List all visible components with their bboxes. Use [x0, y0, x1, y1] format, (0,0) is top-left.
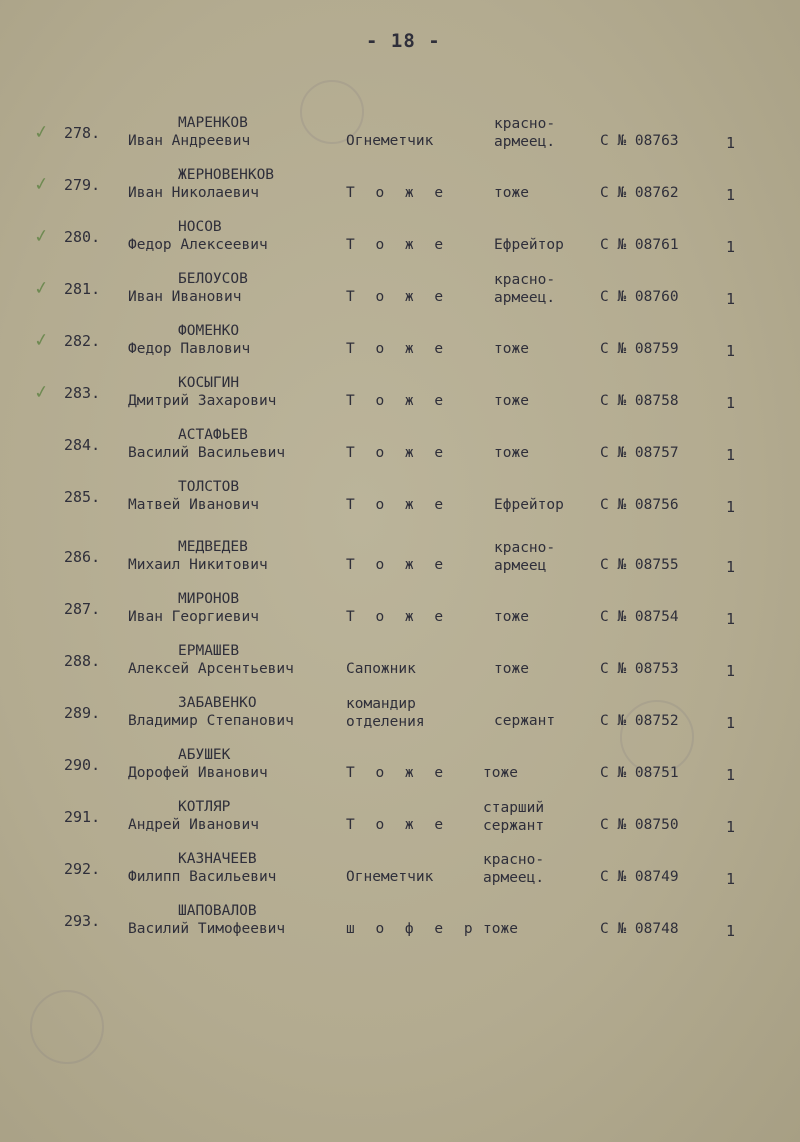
record-surname: ЖЕРНОВЕНКОВ — [178, 167, 275, 183]
record-order-number: С № 08757 — [600, 445, 679, 461]
record-given-name: Иван Андреевич — [128, 133, 251, 149]
record-number: 285. — [64, 488, 101, 506]
record-surname: КАЗНАЧЕЕВ — [178, 851, 257, 867]
record-surname: КОТЛЯР — [178, 799, 231, 815]
record-position: Т о ж е — [346, 289, 450, 305]
record-row — [0, 271, 800, 314]
record-number: 278. — [64, 124, 101, 142]
record-position: Т о ж е — [346, 445, 450, 461]
record-surname: КОСЫГИН — [178, 375, 240, 391]
record-given-name: Андрей Иванович — [128, 817, 259, 833]
record-row — [0, 167, 800, 210]
record-position: Сапожник — [346, 661, 416, 677]
record-order-number: С № 08760 — [600, 289, 679, 305]
record-order-number: С № 08763 — [600, 133, 679, 149]
record-rank: тоже — [494, 185, 529, 201]
record-order-number: С № 08752 — [600, 713, 679, 729]
record-position: Т о ж е — [346, 817, 450, 833]
record-rank: Ефрейтор — [494, 237, 564, 253]
record-number: 288. — [64, 652, 101, 670]
record-quantity: 1 — [726, 922, 736, 940]
checkmark-icon: ✓ — [32, 121, 51, 144]
record-given-name: Дорофей Иванович — [128, 765, 268, 781]
record-position: ш о ф е р — [346, 921, 479, 937]
record-surname: МИРОНОВ — [178, 591, 240, 607]
record-order-number: С № 08756 — [600, 497, 679, 513]
checkmark-icon: ✓ — [32, 277, 51, 300]
record-quantity: 1 — [726, 870, 736, 888]
record-given-name: Михаил Никитович — [128, 557, 268, 573]
record-number: 284. — [64, 436, 101, 454]
record-surname: ТОЛСТОВ — [178, 479, 240, 495]
record-position: Т о ж е — [346, 237, 450, 253]
record-row — [0, 643, 800, 686]
record-row — [0, 115, 800, 158]
record-position: Огнеметчик — [346, 869, 434, 885]
record-row — [0, 479, 800, 522]
record-row — [0, 591, 800, 634]
record-order-number: С № 08754 — [600, 609, 679, 625]
record-order-number: С № 08759 — [600, 341, 679, 357]
record-surname: ЕРМАШЕВ — [178, 643, 240, 659]
record-given-name: Филипп Васильевич — [128, 869, 277, 885]
record-position: Т о ж е — [346, 185, 450, 201]
record-rank: тоже — [494, 661, 529, 677]
record-order-number: С № 08758 — [600, 393, 679, 409]
record-surname: ФОМЕНКО — [178, 323, 240, 339]
record-quantity: 1 — [726, 342, 736, 360]
record-quantity: 1 — [726, 394, 736, 412]
record-row — [0, 695, 800, 738]
record-position: Т о ж е — [346, 393, 450, 409]
record-given-name: Дмитрий Захарович — [128, 393, 277, 409]
record-rank: тоже — [483, 921, 518, 937]
record-quantity: 1 — [726, 714, 736, 732]
record-surname: ЗАБАВЕНКО — [178, 695, 257, 711]
record-surname: АБУШЕК — [178, 747, 231, 763]
record-quantity: 1 — [726, 610, 736, 628]
record-order-number: С № 08762 — [600, 185, 679, 201]
record-rank: красно- армеец. — [483, 852, 545, 886]
record-row — [0, 375, 800, 418]
record-number: 291. — [64, 808, 101, 826]
record-quantity: 1 — [726, 238, 736, 256]
record-rank: старший сержант — [483, 800, 545, 834]
watermark-stamp — [15, 975, 119, 1079]
record-surname: БЕЛОУСОВ — [178, 271, 248, 287]
record-quantity: 1 — [726, 558, 736, 576]
record-given-name: Василий Васильевич — [128, 445, 286, 461]
checkmark-icon: ✓ — [32, 381, 51, 404]
record-given-name: Иван Георгиевич — [128, 609, 259, 625]
record-position: Т о ж е — [346, 765, 450, 781]
record-surname: ШАПОВАЛОВ — [178, 903, 257, 919]
record-order-number: С № 08753 — [600, 661, 679, 677]
record-quantity: 1 — [726, 134, 736, 152]
record-number: 286. — [64, 548, 101, 566]
record-number: 292. — [64, 860, 101, 878]
record-rank: тоже — [494, 609, 529, 625]
record-surname: МАРЕНКОВ — [178, 115, 248, 131]
record-surname: АСТАФЬЕВ — [178, 427, 248, 443]
record-surname: МЕДВЕДЕВ — [178, 539, 248, 555]
record-row — [0, 851, 800, 894]
record-rank: тоже — [494, 393, 529, 409]
record-given-name: Федор Алексеевич — [128, 237, 268, 253]
checkmark-icon: ✓ — [32, 225, 51, 248]
record-given-name: Иван Николаевич — [128, 185, 259, 201]
record-number: 293. — [64, 912, 101, 930]
record-number: 290. — [64, 756, 101, 774]
record-quantity: 1 — [726, 186, 736, 204]
record-rank: тоже — [494, 445, 529, 461]
record-number: 287. — [64, 600, 101, 618]
record-number: 282. — [64, 332, 101, 350]
record-quantity: 1 — [726, 498, 736, 516]
record-rank: Ефрейтор — [494, 497, 564, 513]
record-given-name: Алексей Арсентьевич — [128, 661, 294, 677]
record-position: Огнеметчик — [346, 133, 434, 149]
record-number: 280. — [64, 228, 101, 246]
record-given-name: Матвей Иванович — [128, 497, 259, 513]
record-rank: красно- армеец. — [494, 272, 556, 306]
record-row — [0, 903, 800, 946]
record-rank: тоже — [483, 765, 518, 781]
record-quantity: 1 — [726, 818, 736, 836]
record-quantity: 1 — [726, 662, 736, 680]
page-number: - 18 - — [366, 30, 441, 52]
record-quantity: 1 — [726, 446, 736, 464]
record-surname: НОСОВ — [178, 219, 222, 235]
record-number: 289. — [64, 704, 101, 722]
record-rank: тоже — [494, 341, 529, 357]
record-order-number: С № 08749 — [600, 869, 679, 885]
checkmark-icon: ✓ — [32, 173, 51, 196]
record-order-number: С № 08750 — [600, 817, 679, 833]
record-row — [0, 219, 800, 262]
checkmark-icon: ✓ — [32, 329, 51, 352]
record-number: 279. — [64, 176, 101, 194]
record-position: Т о ж е — [346, 341, 450, 357]
record-given-name: Иван Иванович — [128, 289, 242, 305]
record-quantity: 1 — [726, 290, 736, 308]
record-row — [0, 427, 800, 470]
record-rank: красно- армеец — [494, 540, 556, 574]
record-number: 281. — [64, 280, 101, 298]
record-number: 283. — [64, 384, 101, 402]
record-rank: красно- армеец. — [494, 116, 556, 150]
record-row — [0, 539, 800, 582]
record-order-number: С № 08748 — [600, 921, 679, 937]
record-position: командир отделения — [346, 696, 425, 730]
record-row — [0, 799, 800, 842]
record-order-number: С № 08755 — [600, 557, 679, 573]
record-position: Т о ж е — [346, 609, 450, 625]
record-position: Т о ж е — [346, 497, 450, 513]
record-rank: сержант — [494, 713, 556, 729]
record-given-name: Владимир Степанович — [128, 713, 294, 729]
record-quantity: 1 — [726, 766, 736, 784]
record-order-number: С № 08751 — [600, 765, 679, 781]
record-position: Т о ж е — [346, 557, 450, 573]
record-given-name: Федор Павлович — [128, 341, 251, 357]
record-order-number: С № 08761 — [600, 237, 679, 253]
record-row — [0, 747, 800, 790]
record-given-name: Василий Тимофеевич — [128, 921, 286, 937]
record-row — [0, 323, 800, 366]
